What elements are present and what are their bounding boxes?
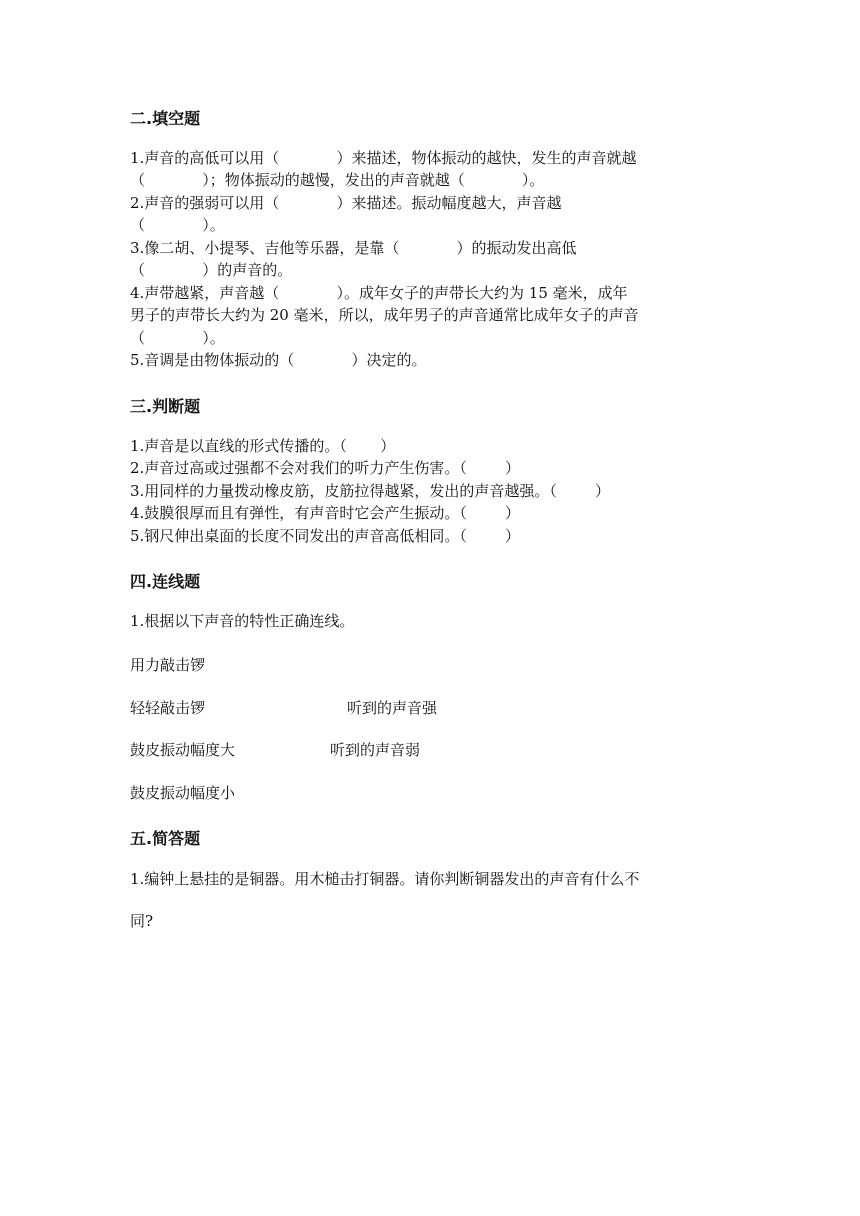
fill-line: 3.像二胡、小提琴、吉他等乐器，是靠（ ）的振动发出高低 (130, 239, 577, 257)
fill-line: 5.音调是由物体振动的（ ）决定的。 (130, 351, 427, 369)
short-line: 1.编钟上悬挂的是铜器。用木槌击打铜器。请你判断铜器发出的声音有什么不 (130, 870, 640, 888)
match-prompt: 1.根据以下声音的特性正确连线。 (130, 612, 355, 630)
judge-line: 3.用同样的力量拨动橡皮筋，皮筋拉得越紧，发出的声音越强。（ ） (130, 482, 610, 500)
match-right-item: 听到的声音弱 (330, 741, 421, 759)
short-section-title: 五.简答题 (130, 829, 201, 848)
short-line: 同? (130, 912, 154, 930)
fill-line: 2.声音的强弱可以用（ ）来描述。振动幅度越大，声音越 (130, 194, 562, 212)
fill-line: 男子的声带长大约为 20 毫米，所以，成年男子的声音通常比成年女子的声音 (130, 306, 639, 324)
fill-line: （ ）；物体振动的越慢，发出的声音就越（ ）。 (130, 171, 545, 189)
match-left-item: 用力敲击锣 (130, 656, 206, 674)
judge-section-title: 三.判断题 (130, 397, 201, 416)
fill-line: （ ）。 (130, 329, 225, 347)
fill-line: （ ）。 (130, 216, 225, 234)
judge-line: 4.鼓膜很厚而且有弹性，有声音时它会产生振动。（ ） (130, 504, 520, 522)
match-section-title: 四.连线题 (130, 572, 201, 591)
match-left-item: 鼓皮振动幅度小 (130, 784, 236, 802)
fill-section-title: 二.填空题 (130, 109, 201, 128)
match-right-item: 听到的声音强 (347, 699, 438, 717)
match-left-item: 鼓皮振动幅度大 (130, 741, 236, 759)
judge-line: 2.声音过高或过强都不会对我们的听力产生伤害。（ ） (130, 459, 520, 477)
judge-line: 1.声音是以直线的形式传播的。（ ） (130, 437, 396, 455)
match-left-item: 轻轻敲击锣 (130, 699, 206, 717)
fill-line: 4.声带越紧，声音越（ ）。成年女子的声带长大约为 15 毫米，成年 (130, 284, 628, 302)
fill-line: 1.声音的高低可以用（ ）来描述，物体振动的越快，发生的声音就越 (130, 149, 637, 167)
judge-line: 5.钢尺伸出桌面的长度不同发出的声音高低相同。（ ） (130, 527, 520, 545)
fill-line: （ ）的声音的。 (130, 261, 293, 279)
